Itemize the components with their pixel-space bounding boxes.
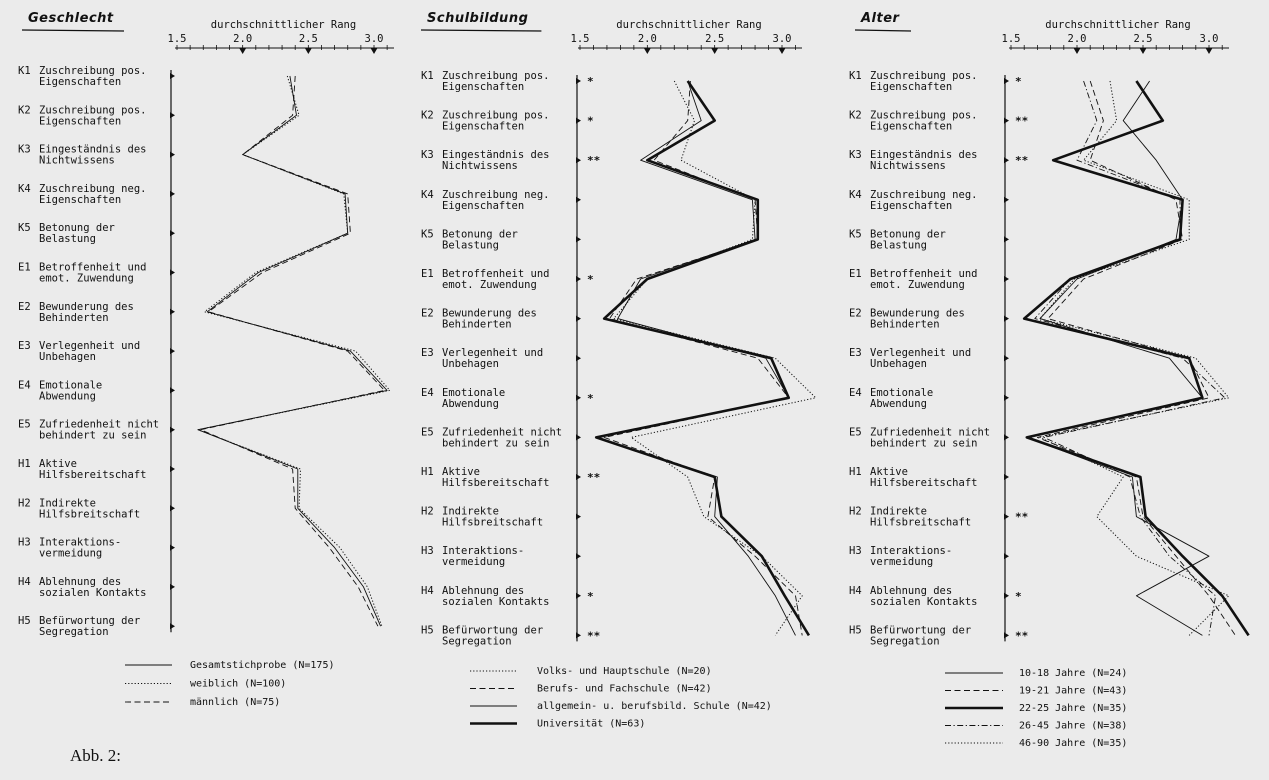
item-code: E2 [18,300,31,313]
item-code: H2 [421,505,434,518]
item-code: E4 [421,386,434,399]
series-line [614,81,816,635]
item-label-line2: Eigenschaften [442,81,525,93]
item-axis-marker [170,112,175,118]
item-code: H4 [18,575,31,588]
x-tick-marker [371,48,378,54]
item-axis-marker [170,309,175,315]
item-axis-marker [170,623,175,629]
item-label-line2: Eigenschaften [870,81,953,93]
item-axis-marker [1004,593,1009,599]
item-label-line2: Segregation [39,626,109,639]
item-label-line2: emot. Zuwendung [870,279,965,291]
item-label-line1: Interaktions- [39,536,122,549]
item-label-line1: Indirekte [39,497,96,510]
figure-caption: Abb. 2: [70,746,121,765]
item-label-line1: Emotionale [870,386,934,399]
item-axis-marker [170,348,175,354]
item-label-line2: behindert zu sein [442,437,550,450]
item-label-line1: Verlegenheit und [39,340,141,353]
item-label-line2: emot. Zuwendung [39,272,134,285]
item-code: H1 [421,466,434,478]
x-tick-marker [1206,48,1213,54]
item-label-line1: Betonung der [39,222,115,235]
item-label-line2: Belastung [39,233,96,246]
item-code: E5 [849,426,862,439]
axis-label: durchschnittlicher Rang [1045,19,1191,31]
item-label-line2: Belastung [870,239,927,252]
item-label-line1: Bewunderung des [39,300,134,313]
item-code: E4 [849,386,862,399]
item-axis-marker [576,514,581,520]
item-label-line1: Zuschreibung neg. [442,188,550,201]
x-tick-label: 2.5 [1133,33,1153,45]
item-label-line1: Aktive [39,458,77,470]
item-code: H5 [18,615,31,628]
item-code: E2 [849,307,862,320]
item-label-line2: sozialen Kontakts [870,595,978,608]
item-code: H2 [849,505,862,518]
item-code: H4 [849,584,862,597]
item-axis-marker [1004,118,1009,124]
item-label-line1: Emotionale [39,379,103,392]
item-label-line1: Ablehnung des [39,575,122,588]
item-label-line1: Zufriedenheit nicht [39,418,160,431]
item-label-line2: emot. Zuwendung [442,279,537,291]
x-tick-label: 3.0 [772,33,792,45]
significance-mark: * [587,273,594,286]
item-axis-marker [1004,78,1009,84]
item-label-line1: Befürwortung der [870,624,972,637]
item-code: H1 [18,458,31,470]
x-tick-label: 2.5 [705,33,725,45]
item-code: E3 [849,347,862,360]
significance-mark: * [1015,75,1022,88]
item-label-line2: Behinderten [442,318,512,331]
significance-mark: * [587,589,594,603]
item-label-line2: Nichtwissens [870,160,946,173]
item-axis-marker [576,632,581,638]
legend-label: Volks- und Hauptschule (N=20) [537,666,712,677]
significance-mark: ** [1015,629,1029,643]
item-code: E4 [18,379,31,392]
item-label-line1: Interaktions- [870,545,953,558]
item-axis-marker [1004,276,1009,282]
item-label-line2: Unbehagen [870,358,927,371]
item-code: K3 [849,149,862,162]
item-axis-marker [576,118,581,124]
item-label-line1: Zufriedenheit nicht [870,426,991,439]
item-label-line1: Zuschreibung neg. [39,182,147,195]
item-label-line1: Zuschreibung pos. [442,109,550,122]
item-code: K5 [849,228,862,241]
item-code: K3 [421,149,434,162]
x-tick-label: 2.0 [233,33,253,45]
item-code: K4 [849,188,862,201]
item-label-line2: Behinderten [870,318,940,331]
x-tick-label: 1.5 [167,33,187,45]
item-code: E5 [18,418,31,431]
item-axis-marker [170,545,175,551]
series-line [198,76,390,626]
item-label-line2: Eigenschaften [442,199,525,212]
item-axis-marker [1004,474,1009,480]
item-label-line2: Eigenschaften [870,120,953,133]
item-axis-marker [170,466,175,472]
item-axis-marker [576,157,581,163]
panel-title: Geschlecht [28,11,114,26]
item-code: E2 [421,307,434,320]
item-label-line2: Abwendung [442,397,499,410]
item-code: H3 [18,536,31,549]
legend-label: Universität (N=63) [537,718,646,730]
series-line [198,76,387,626]
item-axis-marker [576,276,581,282]
legend-label: weiblich (N=100) [190,678,287,690]
item-code: E3 [18,340,31,353]
item-code: E1 [421,268,434,280]
item-code: H1 [849,466,862,478]
item-label-line1: Aktive [870,466,908,478]
significance-mark: * [587,75,594,88]
legend-label: 22-25 Jahre (N=35) [1019,703,1128,714]
item-label-line1: Indirekte [442,505,499,518]
item-axis-marker [170,152,175,158]
item-code: E5 [421,426,434,439]
item-label-line2: Eigenschaften [39,193,122,206]
item-code: K4 [18,182,31,195]
item-label-line2: Eigenschaften [39,115,122,128]
item-axis-marker [170,505,175,511]
item-code: H4 [421,584,434,597]
panel-title-underline [22,30,124,31]
item-label-line2: sozialen Kontakts [442,595,550,608]
item-label-line2: behindert zu sein [870,437,978,450]
x-tick-marker [644,48,651,54]
item-label-line1: Zufriedenheit nicht [442,426,563,439]
item-label-line2: Nichtwissens [39,154,115,167]
significance-mark: ** [1015,114,1029,128]
item-label-line1: Eingeständnis des [39,143,147,156]
item-axis-marker [1004,157,1009,163]
item-label-line1: Eingeständnis des [442,149,550,162]
axis-label: durchschnittlicher Rang [210,19,357,31]
item-axis-marker [576,316,581,322]
item-axis-marker [170,191,175,197]
item-label-line1: Betroffenheit und [870,268,978,280]
significance-mark: ** [587,154,601,168]
series-line [201,76,385,626]
panel-title: Alter [861,11,900,26]
x-tick-marker [239,48,246,54]
item-label-line2: Segregation [442,635,512,648]
item-axis-marker [170,387,175,393]
item-code: E1 [849,268,862,280]
panel-title-underline [421,30,541,31]
item-code: H5 [849,624,862,637]
x-tick-label: 3.0 [364,33,384,45]
item-code: K1 [849,70,862,82]
item-label-line2: Hilfsbreitschaft [870,516,972,529]
item-axis-marker [170,73,175,79]
item-label-line1: Bewunderung des [442,307,537,320]
item-axis-marker [576,593,581,599]
item-label-line1: Ablehnung des [442,584,525,597]
item-axis-marker [1004,553,1009,559]
legend-label: 10-18 Jahre (N=24) [1019,668,1128,679]
item-label-line2: sozialen Kontakts [39,586,147,599]
item-label-line1: Betroffenheit und [442,268,550,280]
item-label-line2: Hilfsbereitschaft [39,469,147,481]
series-line [1024,81,1248,635]
item-axis-marker [576,236,581,242]
item-code: K3 [18,143,31,156]
item-label-line1: Zuschreibung pos. [870,109,978,122]
x-tick-marker [779,48,786,54]
x-tick-label: 1.5 [570,33,590,45]
axis-label: durchschnittlicher Rang [616,19,762,31]
item-label-line2: Abwendung [870,397,927,410]
significance-mark: * [1015,589,1022,603]
x-tick-label: 2.0 [637,33,657,45]
item-code: H5 [421,624,434,637]
item-code: H3 [421,545,434,558]
item-code: K1 [421,70,434,82]
item-label-line1: Befürwortung der [442,624,544,637]
item-axis-marker [1004,632,1009,638]
item-label-line2: Segregation [870,635,940,648]
x-tick-marker [1140,48,1147,54]
item-axis-marker [1004,355,1009,361]
item-label-line2: Eigenschaften [442,120,525,133]
item-label-line2: Belastung [442,239,499,252]
series-line [596,81,809,635]
item-label-line2: Unbehagen [39,351,96,364]
item-axis-marker [1004,316,1009,322]
item-axis-marker [170,427,175,433]
item-label-line2: Behinderten [39,311,109,324]
item-label-line2: vermeidung [870,556,934,569]
legend-label: 26-45 Jahre (N=38) [1019,720,1128,732]
significance-mark: ** [1015,154,1029,168]
item-axis-marker [1004,236,1009,242]
item-label-line1: Betonung der [442,228,518,241]
significance-mark: ** [587,471,601,484]
item-label-line1: Aktive [442,466,480,478]
legend-label: Berufs- und Fachschule (N=42) [537,683,712,695]
item-label-line1: Ablehnung des [870,584,953,597]
item-label-line1: Betonung der [870,228,946,241]
item-code: H3 [849,545,862,558]
item-label-line2: Eigenschaften [870,199,953,212]
x-tick-label: 1.5 [1001,33,1021,45]
significance-mark: * [587,391,594,405]
item-label-line2: Eigenschaften [39,76,122,88]
item-code: K2 [849,109,862,122]
legend-label: 46-90 Jahre (N=35) [1019,738,1128,749]
x-tick-label: 2.5 [298,33,318,45]
item-code: E1 [18,261,31,274]
item-label-line2: Nichtwissens [442,160,518,173]
item-axis-marker [576,355,581,361]
item-axis-marker [170,270,175,276]
x-tick-label: 2.0 [1067,33,1087,45]
item-label-line2: vermeidung [442,556,506,569]
item-code: K2 [18,104,31,117]
panel-title: Schulbildung [427,11,529,26]
item-code: K2 [421,109,434,122]
item-axis-marker [170,230,175,236]
legend-label: männlich (N=75) [190,697,281,708]
item-code: K5 [421,228,434,241]
legend-label: 19-21 Jahre (N=43) [1019,685,1128,697]
legend-label: Gesamtstichprobe (N=175) [190,660,335,671]
item-code: H2 [18,497,31,510]
item-axis-marker [1004,514,1009,520]
item-label-line1: Zuschreibung pos. [442,70,550,82]
item-label-line1: Zuschreibung pos. [39,104,147,117]
item-label-line2: Hilfsbereitschaft [870,477,978,489]
item-code: K1 [18,65,31,77]
panel-title-underline [855,30,911,31]
item-axis-marker [576,434,581,440]
item-label-line2: Hilfsbereitschaft [442,477,550,489]
item-axis-marker [576,78,581,84]
item-label-line2: Unbehagen [442,358,499,371]
item-label-line1: Zuschreibung pos. [39,65,147,77]
item-label-line1: Betroffenheit und [39,261,147,274]
legend-label: allgemein- u. berufsbild. Schule (N=42) [537,701,772,712]
item-label-line1: Eingeständnis des [870,149,978,162]
item-axis-marker [1004,434,1009,440]
item-axis-marker [576,553,581,559]
x-tick-marker [711,48,718,54]
item-code: E3 [421,347,434,360]
item-label-line2: Abwendung [39,390,96,403]
item-label-line2: vermeidung [39,547,103,560]
item-label-line1: Indirekte [870,505,927,518]
item-label-line1: Bewunderung des [870,307,965,320]
item-label-line1: Verlegenheit und [442,347,544,360]
item-label-line2: Hilfsbreitschaft [442,516,544,529]
item-axis-marker [1004,395,1009,401]
item-label-line1: Zuschreibung pos. [870,70,978,82]
item-code: K5 [18,222,31,235]
item-axis-marker [576,197,581,203]
item-axis-marker [1004,197,1009,203]
item-code: K4 [421,188,434,201]
item-label-line1: Zuschreibung neg. [870,188,978,201]
item-axis-marker [170,584,175,590]
x-tick-marker [1074,48,1081,54]
item-label-line1: Emotionale [442,386,506,399]
significance-mark: ** [1015,510,1029,524]
x-tick-marker [305,48,312,54]
item-label-line1: Interaktions- [442,545,525,558]
item-label-line2: behindert zu sein [39,429,147,442]
significance-mark: * [587,114,594,128]
item-label-line1: Befürwortung der [39,615,141,628]
item-label-line2: Hilfsbreitschaft [39,508,141,521]
x-tick-label: 3.0 [1199,33,1219,45]
item-label-line1: Verlegenheit und [870,347,972,360]
item-axis-marker [576,474,581,480]
significance-mark: ** [587,629,601,643]
item-axis-marker [576,395,581,401]
